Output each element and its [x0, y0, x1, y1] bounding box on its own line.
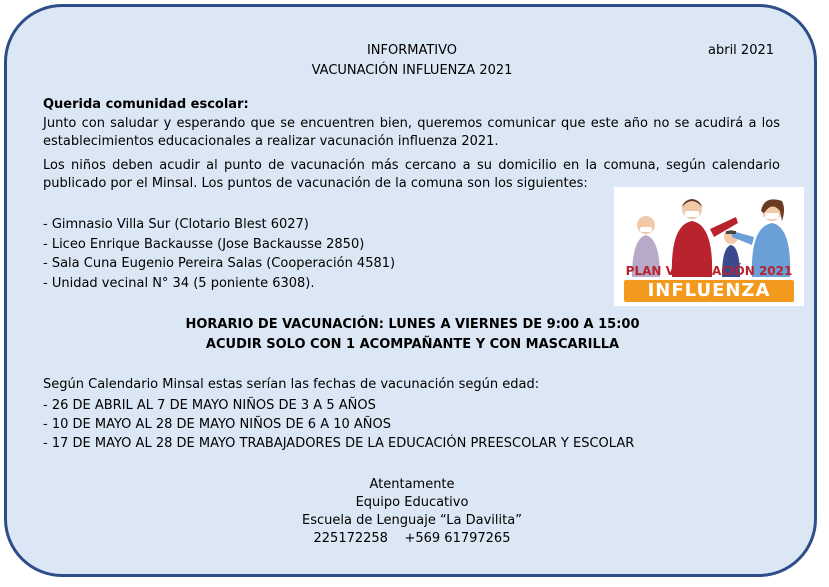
list-item: - Sala Cuna Eugenio Pereira Salas (Cooperación 4581): [43, 256, 396, 271]
schedule-hours: HORARIO DE VACUNACIÓN: LUNES A VIERNES DE 9:00 A 15:00: [185, 317, 640, 332]
list-item: - Gimnasio Villa Sur (Clotario Blest 6027): [43, 217, 309, 232]
list-item: - 26 DE ABRIL AL 7 DE MAYO NIÑOS DE 3 A 5 AÑOS: [43, 398, 376, 413]
list-item: - 10 DE MAYO AL 28 DE MAYO NIÑOS DE 6 A 10 AÑOS: [43, 417, 392, 432]
signature-team: Equipo Educativo: [355, 495, 469, 510]
paragraph-intro: Junto con saludar y esperando que se encuentren bien, queremos comunicar que este año no se acudirá a los establecimientos educacionales a realizar vacunación influenza 2021.: [43, 116, 780, 149]
notice-title: INFORMATIVO: [366, 43, 458, 58]
notice-subtitle: VACUNACIÓN INFLUENZA 2021: [311, 63, 513, 78]
greeting: Querida comunidad escolar:: [43, 97, 249, 112]
notice-date: abril 2021: [708, 43, 775, 58]
badge-line-influenza: INFLUENZA: [624, 280, 794, 302]
calendar-list: [43, 396, 634, 453]
list-item: - 17 DE MAYO AL 28 DE MAYO TRABAJADORES DE LA EDUCACIÓN PREESCOLAR Y ESCOLAR: [43, 436, 635, 451]
signature-school: Escuela de Lenguaje “La Davilita”: [302, 513, 522, 528]
schedule-note: ACUDIR SOLO CON 1 ACOMPAÑANTE Y CON MASCARILLA: [205, 337, 620, 352]
badge-line-plan: PLAN VACUNACIÓN 2021: [625, 264, 793, 278]
paragraph-locations-intro: Los niños deben acudir al punto de vacunación más cercano a su domicilio en la comuna, según calendario publicado por el Minsal. Los puntos de vacunación de la comuna son los siguientes:: [43, 158, 780, 191]
signature-phones: 225172258 +569 61797265: [313, 531, 511, 546]
calendar-intro: Según Calendario Minsal estas serían las fechas de vacunación según edad:: [43, 377, 540, 392]
signature-closing: Atentamente: [369, 477, 455, 492]
list-item: - Liceo Enrique Backausse (Jose Backausse 2850): [43, 236, 365, 252]
locations-list: [43, 215, 395, 293]
influenza-campaign-badge: [614, 187, 804, 306]
list-item: - Unidad vecinal N° 34 (5 poniente 6308).: [43, 275, 315, 291]
